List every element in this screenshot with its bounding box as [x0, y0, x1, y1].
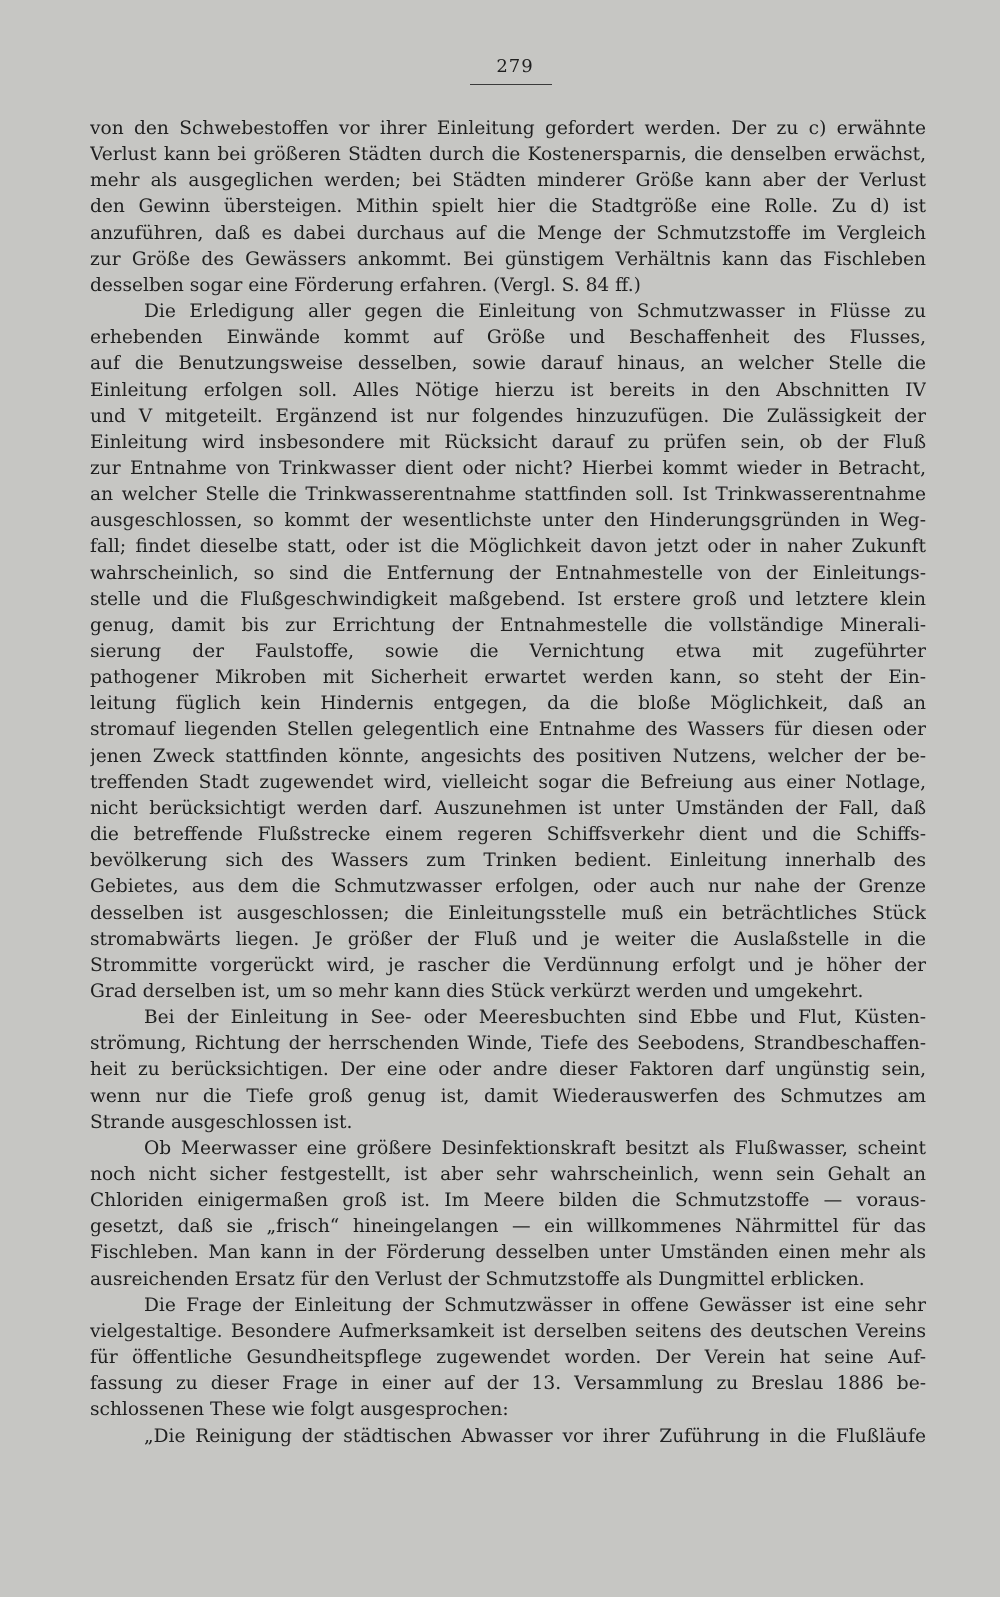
- text-line: mehr als ausgeglichen werden; bei Städten minderer Größe kann aber der Verlust: [90, 170, 926, 192]
- text-line: Einleitung wird insbesondere mit Rücksicht darauf zu prüfen sein, ob der Fluß: [90, 431, 926, 453]
- text-line: stelle und die Flußgeschwindigkeit maßgebend. Ist erstere groß und letztere klein: [90, 588, 926, 610]
- text-line: vielgestaltige. Besondere Aufmerksamkeit ist derselben seitens des deutschen Vereins: [90, 1320, 926, 1342]
- text-line: von den Schwebestoffen vor ihrer Einleitung gefordert werden. Der zu c) erwähnte: [90, 118, 926, 139]
- text-line: zur Entnahme von Trinkwasser dient oder nicht? Hierbei kommt wieder in Betracht,: [90, 457, 926, 479]
- text-line: Ob Meerwasser eine größere Desinfektionskraft besitzt als Flußwasser, scheint: [144, 1137, 926, 1159]
- text-line: Strande ausgeschlossen ist.: [90, 1111, 353, 1133]
- text-line: Bei der Einleitung in See- oder Meeresbuchten sind Ebbe und Flut, Küsten-: [144, 1007, 926, 1029]
- text-line: und V mitgeteilt. Ergänzend ist nur folgendes hinzuzufügen. Die Zulässigkeit der: [90, 405, 926, 427]
- text-line: anzuführen, daß es dabei durchaus auf die Menge der Schmutzstoffe im Vergleich: [90, 222, 926, 244]
- text-line: schlossenen These wie folgt ausgesprochen:: [90, 1399, 509, 1421]
- text-line: pathogener Mikroben mit Sicherheit erwartet werden kann, so steht der Ein-: [90, 667, 926, 689]
- text-line: Verlust kann bei größeren Städten durch die Kostenersparnis, die denselben erwächst,: [90, 144, 926, 166]
- text-line: stromauf liegenden Stellen gelegentlich eine Entnahme des Wassers für diesen oder: [90, 719, 926, 741]
- text-line: Strommitte vorgerückt wird, je rascher die Verdünnung erfolgt und je höher der: [90, 954, 926, 976]
- text-line: nicht berücksichtigt werden darf. Auszunehmen ist unter Umständen der Fall, daß: [90, 797, 926, 819]
- text-line: treffenden Stadt zugewendet wird, vielleicht sogar die Befreiung aus einer Notlage,: [90, 771, 926, 793]
- text-line: ausgeschlossen, so kommt der wesentlichste unter den Hinderungsgründen in Weg-: [90, 510, 926, 532]
- text-line: den Gewinn übersteigen. Mithin spielt hier die Stadtgröße eine Rolle. Zu d) ist: [90, 196, 926, 218]
- page-number-rule: [470, 84, 552, 85]
- text-line: „Die Reinigung der städtischen Abwasser vor ihrer Zuführung in die Flußläufe: [144, 1425, 926, 1447]
- text-line: Einleitung erfolgen soll. Alles Nötige hierzu ist bereits in den Abschnitten IV: [90, 379, 926, 401]
- text-line: stromabwärts liegen. Je größer der Fluß und je weiter die Auslaßstelle in die: [90, 928, 926, 950]
- text-line: strömung, Richtung der herrschenden Winde, Tiefe des Seebodens, Strandbeschaffen-: [90, 1033, 926, 1055]
- text-line: Chloriden einigermaßen groß ist. Im Meere bilden die Schmutzstoffe — voraus-: [90, 1190, 926, 1212]
- text-line: auf die Benutzungsweise desselben, sowie darauf hinaus, an welcher Stelle die: [90, 353, 926, 375]
- text-line: fassung zu dieser Frage in einer auf der 13. Versammlung zu Breslau 1886 be-: [90, 1373, 926, 1395]
- text-line: für öffentliche Gesundheitspflege zugewendet worden. Der Verein hat seine Auf-: [90, 1347, 926, 1369]
- text-line: fall; findet dieselbe statt, oder ist die Möglichkeit davon jetzt oder in naher Zukunft: [90, 536, 926, 558]
- text-line: Grad derselben ist, um so mehr kann dies Stück verkürzt werden und umgekehrt.: [90, 980, 864, 1002]
- text-line: zur Größe des Gewässers ankommt. Bei günstigem Verhältnis kann das Fischleben: [90, 248, 926, 270]
- text-line: desselben sogar eine Förderung erfahren. (Vergl. S. 84 ff.): [90, 274, 641, 296]
- text-line: an welcher Stelle die Trinkwasserentnahme stattfinden soll. Ist Trinkwasserentnahme: [90, 484, 926, 506]
- text-line: Fischleben. Man kann in der Förderung desselben unter Umständen einen mehr als: [90, 1242, 926, 1264]
- text-line: genug, damit bis zur Errichtung der Entnahmestelle die vollständige Minerali-: [90, 614, 926, 636]
- text-line: desselben ist ausgeschlossen; die Einleitungsstelle muß ein beträchtliches Stück: [90, 902, 926, 924]
- text-line: ausreichenden Ersatz für den Verlust der Schmutzstoffe als Dungmittel erblicken.: [90, 1268, 865, 1290]
- text-line: noch nicht sicher festgestellt, ist aber sehr wahrscheinlich, wenn sein Gehalt an: [90, 1164, 926, 1185]
- text-line: bevölkerung sich des Wassers zum Trinken bedient. Einleitung innerhalb des: [90, 850, 926, 872]
- text-line: wahrscheinlich, so sind die Entfernung der Entnahmestelle von der Einleitungs-: [90, 562, 926, 584]
- text-line: erhebenden Einwände kommt auf Größe und Beschaffenheit des Flusses,: [90, 327, 926, 349]
- text-line: Gebietes, aus dem die Schmutzwasser erfolgen, oder auch nur nahe der Grenze: [90, 876, 926, 898]
- text-line: leitung füglich kein Hindernis entgegen, da die bloße Möglichkeit, daß an: [90, 693, 926, 715]
- page-number: 279: [496, 56, 534, 77]
- text-line: jenen Zweck stattfinden könnte, angesichts des positiven Nutzens, welcher der be-: [90, 745, 926, 767]
- text-line: sierung der Faulstoffe, sowie die Vernichtung etwa mit zugeführter: [90, 641, 926, 662]
- text-line: Die Frage der Einleitung der Schmutzwässer in offene Gewässer ist eine sehr: [144, 1294, 926, 1316]
- text-line: wenn nur die Tiefe groß genug ist, damit Wiederauswerfen des Schmutzes am: [90, 1085, 926, 1107]
- text-line: gesetzt, daß sie „frisch“ hineingelangen — ein willkommenes Nährmittel für das: [90, 1216, 926, 1238]
- text-line: Die Erledigung aller gegen die Einleitung von Schmutzwasser in Flüsse zu: [144, 301, 926, 323]
- text-line: die betreffende Flußstrecke einem regeren Schiffsverkehr dient und die Schiffs-: [90, 824, 926, 846]
- text-line: heit zu berücksichtigen. Der eine oder andre dieser Faktoren darf ungünstig sein,: [90, 1059, 926, 1081]
